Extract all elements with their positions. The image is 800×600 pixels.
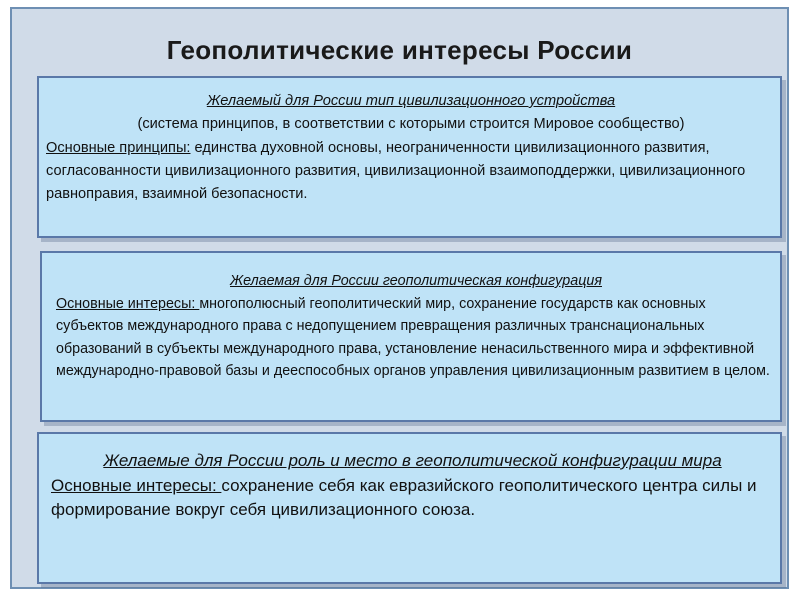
box2-paragraph [56,293,776,383]
box1-paragraph [46,137,776,207]
box1-subheading: (система принципов, в соответствии с которыми строится Мировое сообщество) [137,116,685,133]
slide-background [10,7,789,589]
box1-heading: Желаемый для России тип цивилизационного устройства [206,93,616,109]
box2-label: Основные интересы: [56,295,200,312]
box1-label: Основные принципы: [46,139,191,156]
box3-text: сохранение себя как евразийского геополитического центра силы и формирование вокруг себя цивилизационного союза. [51,475,757,520]
role-and-place-box [37,432,782,584]
box3-heading: Желаемые для России роль и место в геополитической конфигурации мира [103,451,722,470]
box1-text: единства духовной основы, неограниченности цивилизационного развития, согласованности цивилизационного развития, цивилизационной взаимоподдержки, цивилизационного равноправия, взаимной безопасности. [46,139,746,203]
civilization-structure-box [37,76,782,238]
box3-paragraph [51,474,774,523]
geopolitical-configuration-box [40,251,782,422]
slide-title: Геополитические интересы России [166,35,633,65]
box3-label: Основные интересы: [51,475,222,495]
box2-heading: Желаемая для России геополитическая конфигурация [230,273,602,289]
box2-text: многополюсный геополитический мир, сохранение государств как основных субъектов международного права с недопущением превращения различных транснациональных образований в субъекты международного права, установление ненасильственного мира и эффективной международно-правовой базы и дееспособных органов управления цивилизационным развитием в целом. [56,295,770,380]
